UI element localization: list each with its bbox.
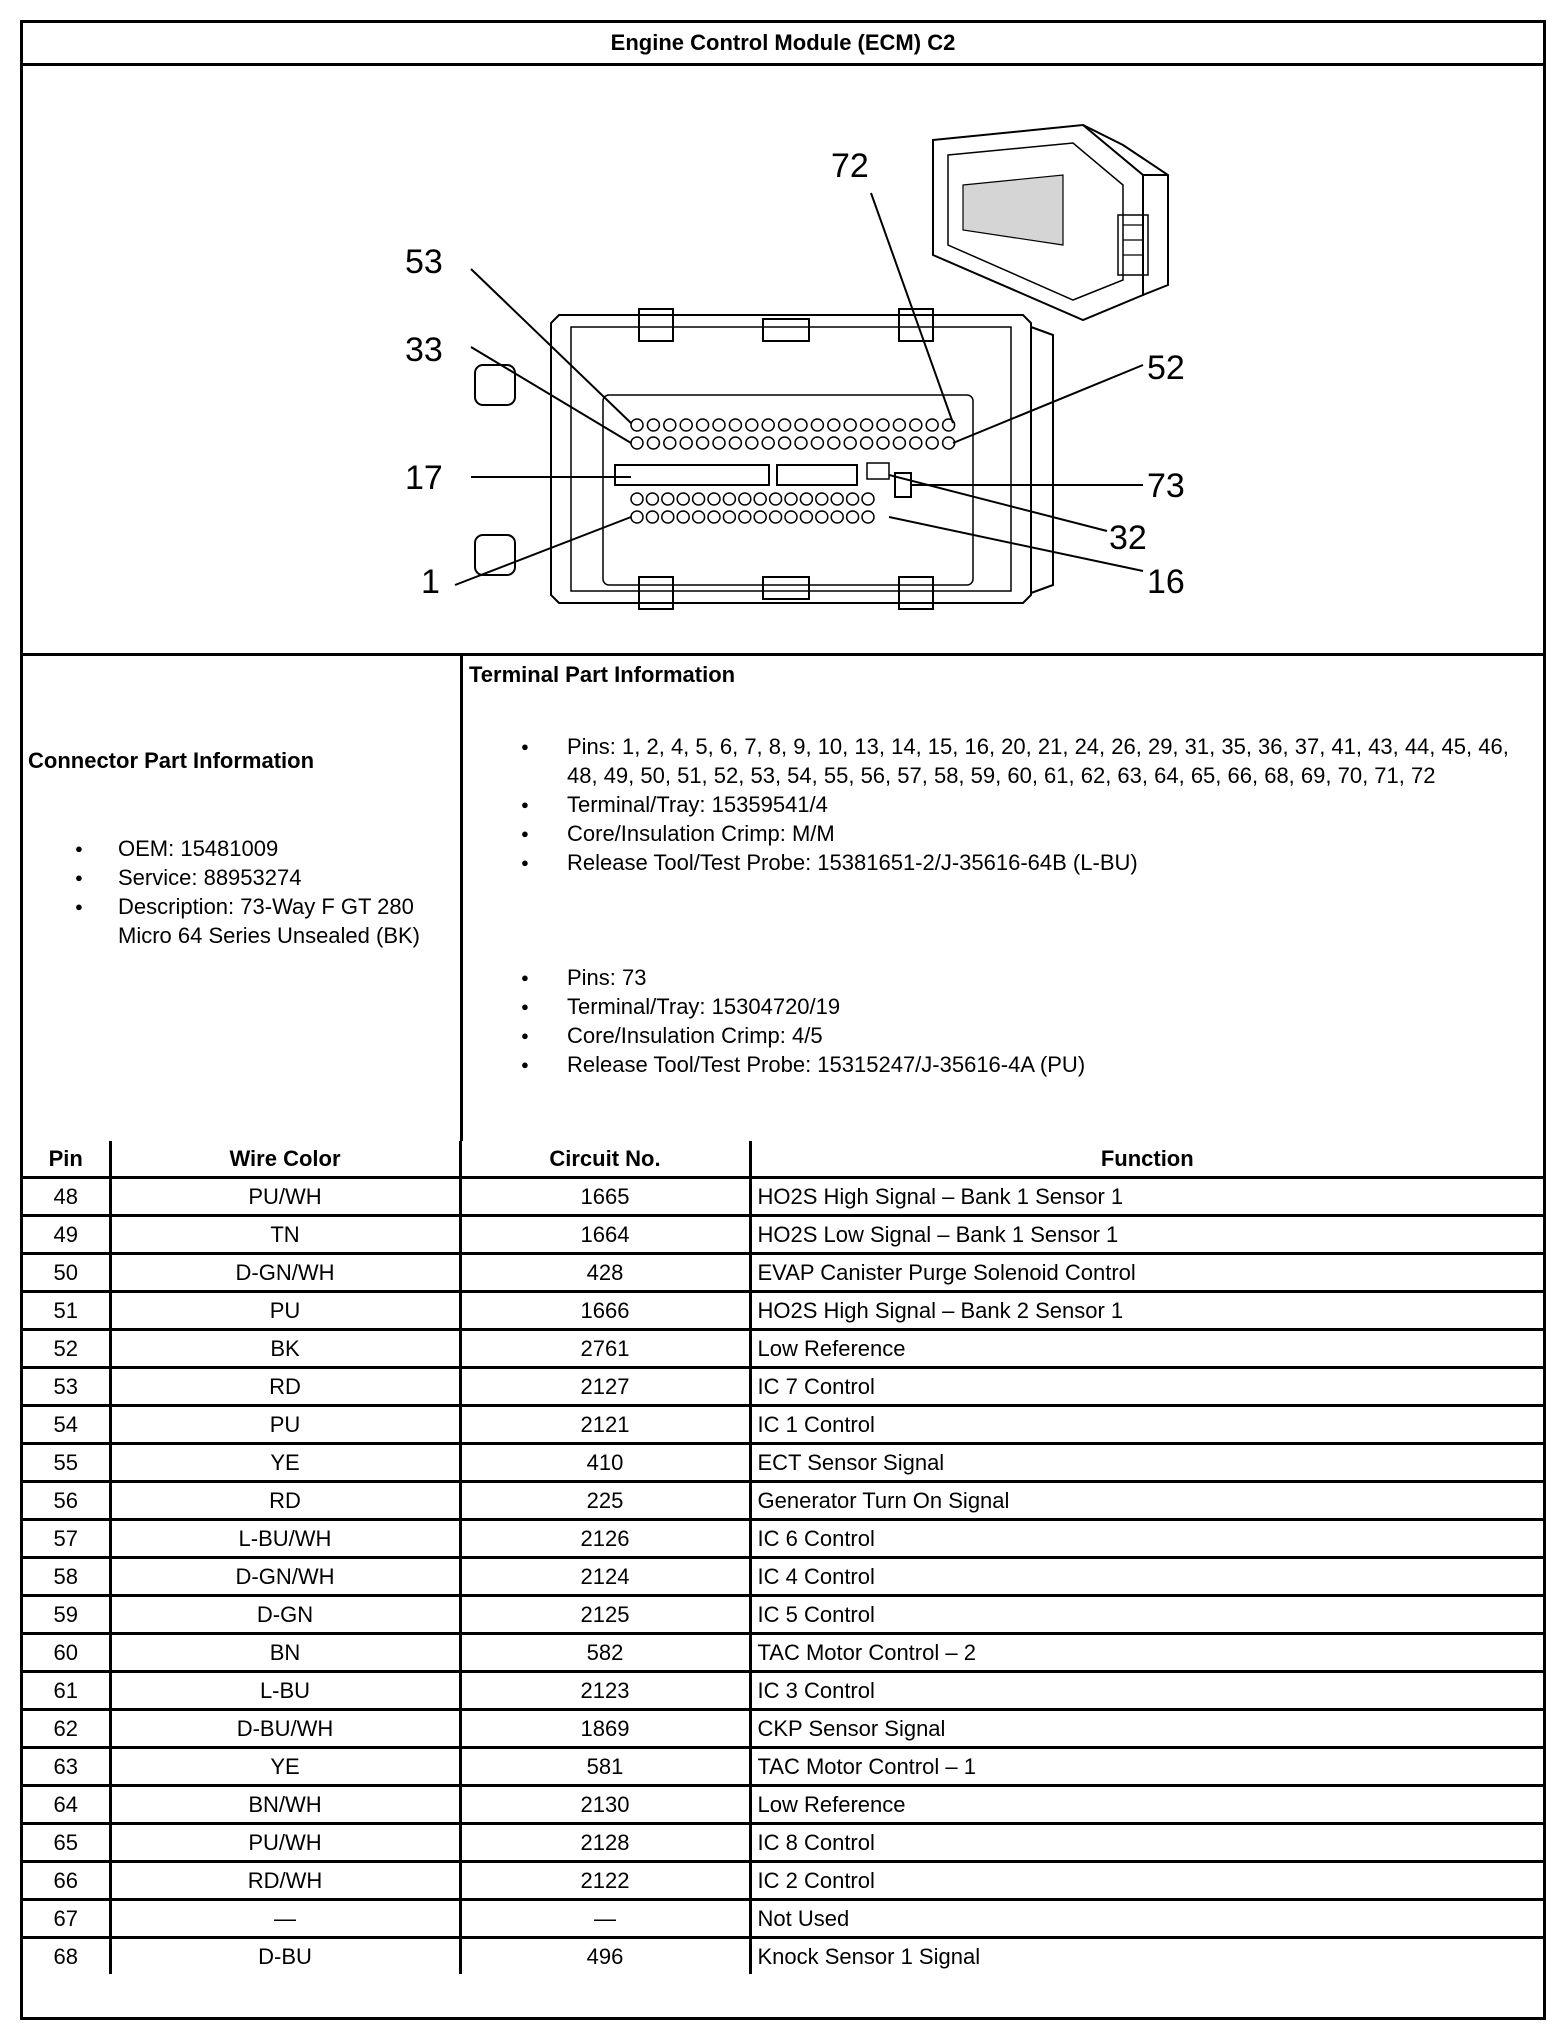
table-row xyxy=(23,1520,1543,1558)
pin-terminal xyxy=(697,419,709,431)
table-row xyxy=(23,1482,1543,1520)
pin-terminal xyxy=(723,493,735,505)
pin-terminal xyxy=(697,437,709,449)
pin-terminal xyxy=(795,419,807,431)
cell-circuit-no: 2125 xyxy=(460,1596,750,1634)
cell-function: HO2S Low Signal – Bank 1 Sensor 1 xyxy=(750,1216,1543,1254)
pin-terminal xyxy=(729,419,741,431)
pin-terminal xyxy=(943,437,955,449)
cell-wire-color: D-BU/WH xyxy=(110,1710,460,1748)
cell-pin: 50 xyxy=(23,1254,110,1292)
cell-wire-color: RD xyxy=(110,1482,460,1520)
pin-terminal xyxy=(926,419,938,431)
table-row xyxy=(23,1558,1543,1596)
callout-32: 32 xyxy=(1109,519,1147,557)
pin-terminal xyxy=(770,493,782,505)
pin-terminal xyxy=(811,419,823,431)
cell-wire-color: BN xyxy=(110,1634,460,1672)
pin-terminal xyxy=(816,493,828,505)
cell-pin: 51 xyxy=(23,1292,110,1330)
cell-pin: 61 xyxy=(23,1672,110,1710)
terminal-pins: ● Pins: 1, 2, 4, 5, 6, 7, 8, 9, 10, 13, 14, 15, 16, 20, 21, 24, 26, 29, 31, 35, 36, 37, 41, 43, 44, 45, 46, 48, 49, 50, 51, 52, 53, 54, 55, 56, 57, 58, 59, 60, 61, 62, 63, 64, 65, 66, 68, 69, 70, 71, 72 xyxy=(463,732,1533,790)
table-row xyxy=(23,1368,1543,1406)
terminal-part-info xyxy=(463,656,1543,1141)
terminal-list-1 xyxy=(463,732,1533,877)
cell-function: Low Reference xyxy=(750,1330,1543,1368)
cell-wire-color: PU xyxy=(110,1292,460,1330)
pin-terminal xyxy=(816,511,828,523)
connector-thumbnail-icon xyxy=(933,125,1168,320)
pin-terminal xyxy=(631,511,643,523)
terminal-pins: ● Pins: 73 xyxy=(463,963,1533,992)
table-row xyxy=(23,1254,1543,1292)
pin-terminal xyxy=(844,419,856,431)
cell-pin: 53 xyxy=(23,1368,110,1406)
pin-terminal xyxy=(708,493,720,505)
cell-circuit-no: 2121 xyxy=(460,1406,750,1444)
cell-circuit-no: 1666 xyxy=(460,1292,750,1330)
pin-terminal xyxy=(664,437,676,449)
pin-terminal xyxy=(770,511,782,523)
callout-73: 73 xyxy=(1147,467,1185,505)
table-row xyxy=(23,1938,1543,1975)
pin-terminal xyxy=(828,419,840,431)
cell-circuit-no: 2128 xyxy=(460,1824,750,1862)
connector-list xyxy=(23,834,453,950)
pin-terminal xyxy=(729,437,741,449)
pin-terminal xyxy=(847,493,859,505)
pin-terminal xyxy=(631,437,643,449)
cell-pin: 59 xyxy=(23,1596,110,1634)
table-header-row xyxy=(23,1141,1543,1178)
pin-terminal xyxy=(754,511,766,523)
connector-part-info xyxy=(23,656,460,1141)
connector-heading: Connector Part Information xyxy=(28,748,315,773)
pin-terminal xyxy=(844,437,856,449)
callout-16: 16 xyxy=(1147,563,1185,601)
cell-pin: 65 xyxy=(23,1824,110,1862)
cell-wire-color: TN xyxy=(110,1216,460,1254)
pin-terminal xyxy=(800,493,812,505)
pin-terminal xyxy=(662,493,674,505)
header-circuit-no: Circuit No. xyxy=(460,1141,750,1178)
cell-pin: 67 xyxy=(23,1900,110,1938)
cell-function: IC 6 Control xyxy=(750,1520,1543,1558)
connector-oem: ● OEM: 15481009 xyxy=(23,834,453,863)
pin-terminal xyxy=(847,511,859,523)
table-row xyxy=(23,1216,1543,1254)
cell-wire-color: YE xyxy=(110,1748,460,1786)
table-row xyxy=(23,1178,1543,1216)
cell-circuit-no: 2127 xyxy=(460,1368,750,1406)
cell-circuit-no: 2130 xyxy=(460,1786,750,1824)
cell-function: HO2S High Signal – Bank 1 Sensor 1 xyxy=(750,1178,1543,1216)
connector-body xyxy=(551,315,1031,603)
table-row xyxy=(23,1900,1543,1938)
pin-terminal xyxy=(708,511,720,523)
pin-terminal xyxy=(746,419,758,431)
pin-terminal xyxy=(723,511,735,523)
cell-function: TAC Motor Control – 2 xyxy=(750,1634,1543,1672)
pin-terminal xyxy=(647,437,659,449)
cell-wire-color: YE xyxy=(110,1444,460,1482)
cell-circuit-no: 410 xyxy=(460,1444,750,1482)
cell-circuit-no: 582 xyxy=(460,1634,750,1672)
table-row xyxy=(23,1634,1543,1672)
pin-terminal xyxy=(831,493,843,505)
cell-pin: 57 xyxy=(23,1520,110,1558)
pin-terminal xyxy=(713,419,725,431)
header-function: Function xyxy=(750,1141,1543,1178)
table-row xyxy=(23,1292,1543,1330)
cell-wire-color: PU xyxy=(110,1406,460,1444)
pin-terminal xyxy=(677,511,689,523)
cell-pin: 54 xyxy=(23,1406,110,1444)
cell-wire-color: L-BU xyxy=(110,1672,460,1710)
pin-terminal xyxy=(713,437,725,449)
callout-52: 52 xyxy=(1147,349,1185,387)
pin-terminal xyxy=(800,511,812,523)
cell-function: TAC Motor Control – 1 xyxy=(750,1748,1543,1786)
cell-circuit-no: 1869 xyxy=(460,1710,750,1748)
cell-pin: 55 xyxy=(23,1444,110,1482)
cell-circuit-no: 2126 xyxy=(460,1520,750,1558)
pin-terminal xyxy=(754,493,766,505)
pin-terminal xyxy=(811,437,823,449)
pin-terminal xyxy=(779,419,791,431)
pin-terminal xyxy=(680,437,692,449)
table-row xyxy=(23,1672,1543,1710)
pin-terminal xyxy=(785,511,797,523)
cell-function: IC 4 Control xyxy=(750,1558,1543,1596)
cell-function: IC 3 Control xyxy=(750,1672,1543,1710)
pin-terminal xyxy=(910,437,922,449)
pin-terminal xyxy=(662,511,674,523)
pin-terminal xyxy=(828,437,840,449)
cell-function: Not Used xyxy=(750,1900,1543,1938)
pin-terminal xyxy=(746,437,758,449)
cell-circuit-no: 2122 xyxy=(460,1862,750,1900)
pin-terminal xyxy=(680,419,692,431)
cell-circuit-no: 428 xyxy=(460,1254,750,1292)
pin-terminal xyxy=(739,493,751,505)
pin-terminal xyxy=(862,493,874,505)
cell-circuit-no: 225 xyxy=(460,1482,750,1520)
table-row xyxy=(23,1444,1543,1482)
cell-pin: 64 xyxy=(23,1786,110,1824)
pin-terminal xyxy=(893,437,905,449)
pin-terminal xyxy=(795,437,807,449)
pin-terminal xyxy=(910,419,922,431)
cell-wire-color: PU/WH xyxy=(110,1824,460,1862)
cell-function: Generator Turn On Signal xyxy=(750,1482,1543,1520)
cell-function: EVAP Canister Purge Solenoid Control xyxy=(750,1254,1543,1292)
cell-wire-color: D-GN/WH xyxy=(110,1254,460,1292)
pin-terminal xyxy=(861,419,873,431)
cell-wire-color: — xyxy=(110,1900,460,1938)
cell-circuit-no: 2124 xyxy=(460,1558,750,1596)
connector-sheet xyxy=(20,20,1546,2020)
connector-description: ● Description: 73-Way F GT 280 Micro 64 Series Unsealed (BK) xyxy=(23,892,453,950)
pin-terminal xyxy=(762,419,774,431)
terminal-crimp: ● Core/Insulation Crimp: 4/5 xyxy=(463,1021,1533,1050)
pin-terminal xyxy=(861,437,873,449)
cell-pin: 60 xyxy=(23,1634,110,1672)
cell-pin: 49 xyxy=(23,1216,110,1254)
cell-function: Low Reference xyxy=(750,1786,1543,1824)
pinout-table xyxy=(23,1141,1543,1974)
cell-pin: 66 xyxy=(23,1862,110,1900)
cell-function: CKP Sensor Signal xyxy=(750,1710,1543,1748)
cell-circuit-no: 496 xyxy=(460,1938,750,1975)
callout-33: 33 xyxy=(405,331,443,369)
terminal-crimp: ● Core/Insulation Crimp: M/M xyxy=(463,819,1533,848)
cell-wire-color: RD xyxy=(110,1368,460,1406)
terminal-list-2 xyxy=(463,963,1533,1079)
cell-wire-color: D-GN/WH xyxy=(110,1558,460,1596)
callout-72: 72 xyxy=(831,147,869,185)
cell-function: IC 2 Control xyxy=(750,1862,1543,1900)
callout-53: 53 xyxy=(405,243,443,281)
pin-terminal xyxy=(893,419,905,431)
cell-function: ECT Sensor Signal xyxy=(750,1444,1543,1482)
cell-wire-color: BK xyxy=(110,1330,460,1368)
pin-terminal xyxy=(739,511,751,523)
table-row xyxy=(23,1596,1543,1634)
pin-terminal xyxy=(877,437,889,449)
cell-wire-color: D-GN xyxy=(110,1596,460,1634)
cell-pin: 63 xyxy=(23,1748,110,1786)
pin-terminal xyxy=(862,511,874,523)
pin-terminal xyxy=(926,437,938,449)
table-row xyxy=(23,1406,1543,1444)
cell-circuit-no: 1665 xyxy=(460,1178,750,1216)
table-row xyxy=(23,1786,1543,1824)
cell-circuit-no: 2123 xyxy=(460,1672,750,1710)
pin-terminal xyxy=(631,493,643,505)
pin-terminal xyxy=(646,511,658,523)
cell-function: Knock Sensor 1 Signal xyxy=(750,1938,1543,1975)
cell-circuit-no: 581 xyxy=(460,1748,750,1786)
table-row xyxy=(23,1748,1543,1786)
cell-wire-color: RD/WH xyxy=(110,1862,460,1900)
page-title: Engine Control Module (ECM) C2 xyxy=(610,30,956,55)
pin-terminal xyxy=(831,511,843,523)
connector-service: ● Service: 88953274 xyxy=(23,863,453,892)
cell-function: IC 1 Control xyxy=(750,1406,1543,1444)
cell-wire-color: PU/WH xyxy=(110,1178,460,1216)
callout-17: 17 xyxy=(405,459,443,497)
table-row xyxy=(23,1824,1543,1862)
callout-1: 1 xyxy=(421,563,440,601)
pin-terminal xyxy=(762,437,774,449)
cell-pin: 58 xyxy=(23,1558,110,1596)
cell-wire-color: BN/WH xyxy=(110,1786,460,1824)
terminal-tray: ● Terminal/Tray: 15304720/19 xyxy=(463,992,1533,1021)
cell-wire-color: L-BU/WH xyxy=(110,1520,460,1558)
cell-circuit-no: — xyxy=(460,1900,750,1938)
connector-diagram xyxy=(23,65,1543,653)
pin-terminal xyxy=(779,437,791,449)
pin-terminal xyxy=(693,511,705,523)
pin-terminal xyxy=(664,419,676,431)
cell-pin: 62 xyxy=(23,1710,110,1748)
cell-pin: 48 xyxy=(23,1178,110,1216)
cell-circuit-no: 2761 xyxy=(460,1330,750,1368)
cell-function: HO2S High Signal – Bank 2 Sensor 1 xyxy=(750,1292,1543,1330)
cell-pin: 52 xyxy=(23,1330,110,1368)
header-wire-color: Wire Color xyxy=(110,1141,460,1178)
cell-pin: 56 xyxy=(23,1482,110,1520)
pin-terminal xyxy=(677,493,689,505)
pin-terminal xyxy=(877,419,889,431)
pin-terminal xyxy=(646,493,658,505)
pin-grid xyxy=(631,419,955,523)
table-row xyxy=(23,1710,1543,1748)
pin-terminal xyxy=(693,493,705,505)
pin-terminal xyxy=(631,419,643,431)
table-row xyxy=(23,1862,1543,1900)
pin-terminal xyxy=(647,419,659,431)
cell-function: IC 8 Control xyxy=(750,1824,1543,1862)
cell-wire-color: D-BU xyxy=(110,1938,460,1975)
header-pin: Pin xyxy=(23,1141,110,1178)
terminal-tray: ● Terminal/Tray: 15359541/4 xyxy=(463,790,1533,819)
terminal-heading: Terminal Part Information xyxy=(469,662,736,687)
cell-pin: 68 xyxy=(23,1938,110,1975)
cell-function: IC 7 Control xyxy=(750,1368,1543,1406)
table-row xyxy=(23,1330,1543,1368)
terminal-release-tool: ● Release Tool/Test Probe: 15315247/J-35616-4A (PU) xyxy=(463,1050,1533,1079)
terminal-release-tool: ● Release Tool/Test Probe: 15381651-2/J-35616-64B (L-BU) xyxy=(463,848,1533,877)
cell-function: IC 5 Control xyxy=(750,1596,1543,1634)
cell-circuit-no: 1664 xyxy=(460,1216,750,1254)
pin-terminal xyxy=(785,493,797,505)
